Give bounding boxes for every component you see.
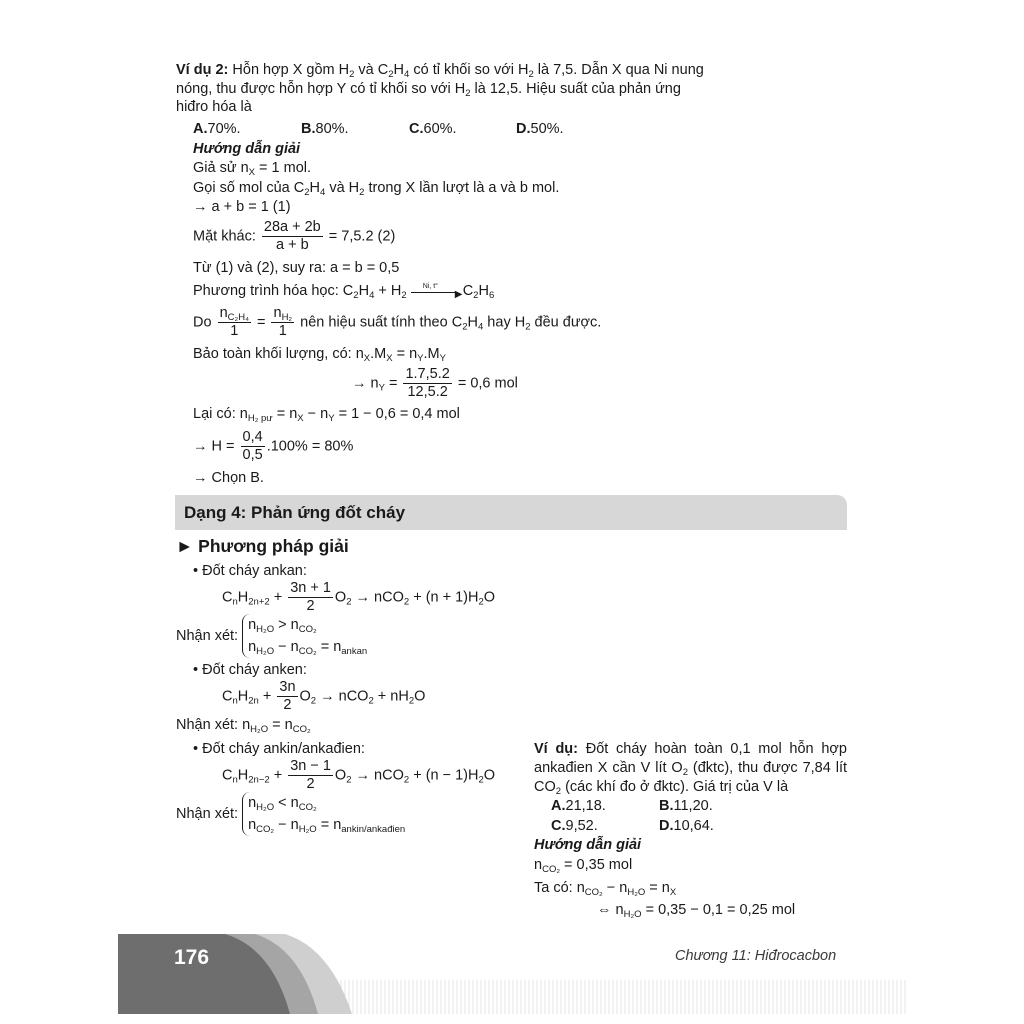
reaction-arrow-icon: Ni, t° ▶	[411, 284, 463, 298]
fraction: $\frac{3n - 1}{2}$	[290, 758, 331, 792]
alkane-equation: $C_nH_{2n+2}$ + $\frac{3n + 1}{2}$ $O_2 \to nCO_2 + (n + 1)H_2O$	[222, 580, 496, 614]
solution-step: Lại có: $n_{H_2 pư} = n_X - n_Y = 1 - 0,6 = 0,4$ mol	[193, 406, 460, 424]
fraction: $\frac{n_{C_2H_4}}{1}$	[219, 305, 249, 339]
alkyne-heading: • Đốt cháy ankin/ankađien:	[193, 741, 365, 757]
solution-step: Gọi số mol của $C_2H_4$ và $H_2$ trong X lần lượt là a và b mol.	[193, 180, 560, 198]
guide-title: Hướng dẫn giải	[534, 837, 642, 853]
option-d: D.10,64.	[659, 818, 714, 834]
example2-line3: hiđro hóa là	[176, 99, 252, 115]
fraction: $\frac{3n + 1}{2}$	[290, 580, 331, 614]
solution-step: → H = $\frac{0,4}{0,5}$ .100% = 80%	[193, 429, 354, 463]
example2-line2: nóng, thu được hỗn hợp Y có tỉ khối so với $H_2$ là 12,5. Hiệu suất của phản ứng	[176, 81, 681, 99]
guide-title: Hướng dẫn giải	[193, 141, 301, 157]
alkene-equation: $C_nH_{2n}$ + $\frac{3n}{2}$ $O_2 \to nCO_2 + nH_2O$	[222, 679, 426, 713]
solution-step: → $n_Y$ = $\frac{1.7,5.2}{12,5.2}$ = 0,6 mol	[352, 366, 518, 400]
solution-step: Bảo toàn khối lượng, có: $n_X.M_X = n_Y.M_Y$	[193, 346, 446, 364]
solution-step: Từ (1) và (2), suy ra: a = b = 0,5	[193, 260, 400, 276]
footer-decoration	[0, 934, 1024, 1024]
example3-line1: Ví dụ: Đốt cháy hoàn toàn 0,1 mol hỗn hợp	[534, 741, 847, 757]
fraction: $\frac{3n}{2}$	[279, 679, 296, 713]
alkene-remark: Nhận xét: $n_{H_2O} = n_{CO_2}$	[176, 717, 311, 735]
alkyne-remark: Nhận xét: $n_{H_2O} < n_{CO_2}$ $n_{CO_2} - n_{H_2O} = n_{ankin/ankađien}$	[176, 792, 405, 836]
option-b: B.11,20.	[659, 798, 713, 814]
solution-step: Ta có: $n_{CO_2} - n_{H_2O} = n_X$	[534, 880, 677, 898]
option-d: D.50%.	[516, 121, 564, 137]
alkyne-equation: $C_nH_{2n-2}$ + $\frac{3n - 1}{2}$ $O_2 \to nCO_2 + (n - 1)H_2O$	[222, 758, 496, 792]
fraction: $\frac{n_{H_2}}{1}$	[273, 305, 293, 339]
chapter-title: Chương 11: Hiđrocacbon	[675, 948, 837, 964]
system-brace: $n_{H_2O} > n_{CO_2}$ $n_{H_2O} - n_{CO_2} = n_{ankan}$	[242, 614, 367, 658]
example3-line3: $CO_2$ (các khí đo ở đktc). Giá trị của V là	[534, 779, 789, 797]
solution-step: → a + b = 1 (1)	[193, 199, 291, 215]
solution-step: Do $\frac{n_{C_2H_4}}{1}$ = $\frac{n_{H_2}}{1}$ nên hiệu suất tính theo $C_2H_4$ hay $H_2$ đều được.	[193, 305, 602, 339]
fraction: $\frac{0,4}{0,5}$	[242, 429, 263, 463]
solution-step: Giả sử $n_X = 1$ mol.	[193, 160, 312, 178]
example3-options-row1	[551, 797, 713, 815]
fraction: $\frac{1.7,5.2}{12,5.2}$	[405, 366, 450, 400]
alkane-heading: • Đốt cháy ankan:	[193, 563, 307, 579]
option-c: C.60%.	[409, 121, 457, 137]
option-c: C.9,52.	[551, 818, 598, 834]
fraction: $\frac{28a + 2b}{a + b}$	[263, 219, 321, 253]
solution-answer: → Chọn B.	[193, 470, 264, 486]
option-a: A.70%.	[193, 121, 241, 137]
alkane-remark: Nhận xét: $n_{H_2O} > n_{CO_2}$ $n_{H_2O} - n_{CO_2} = n_{ankan}$	[176, 614, 367, 658]
system-brace: $n_{H_2O} < n_{CO_2}$ $n_{CO_2} - n_{H_2O} = n_{ankin/ankađien}$	[242, 792, 405, 836]
example3-line2: ankađien X cần V lít $O_2$ (đktc), thu được 7,84 lít	[534, 760, 847, 778]
solution-step: $n_{CO_2} = 0,35$ mol	[534, 857, 633, 875]
option-b: B.80%.	[301, 121, 349, 137]
page-footer	[0, 934, 1024, 1024]
alkene-heading: • Đốt cháy anken:	[193, 662, 307, 678]
solution-step: ⇔ $n_{H_2O} = 0,35 - 0,1 = 0,25$ mol	[597, 902, 796, 920]
section-title: Dạng 4: Phản ứng đốt cháy	[184, 503, 406, 522]
example3-options-row2	[551, 817, 714, 835]
example2-options	[193, 120, 564, 138]
solution-step: Mặt khác: $\frac{28a + 2b}{a + b}$ = 7,5.2 (2)	[193, 219, 396, 253]
method-title: ► Phương pháp giải	[176, 536, 349, 556]
page-number: 176	[174, 946, 210, 969]
example2-line1: Ví dụ 2: Hỗn hợp X gồm $H_2$ và $C_2H_4$ có tỉ khối so với $H_2$ là 7,5. Dẫn X qua Ni nung	[176, 62, 704, 80]
option-a: A.21,18.	[551, 798, 606, 814]
chemical-equation: Phương trình hóa học: $C_2H_4 + H_2$ Ni, t° ▶ $C_2H_6$	[193, 283, 495, 301]
